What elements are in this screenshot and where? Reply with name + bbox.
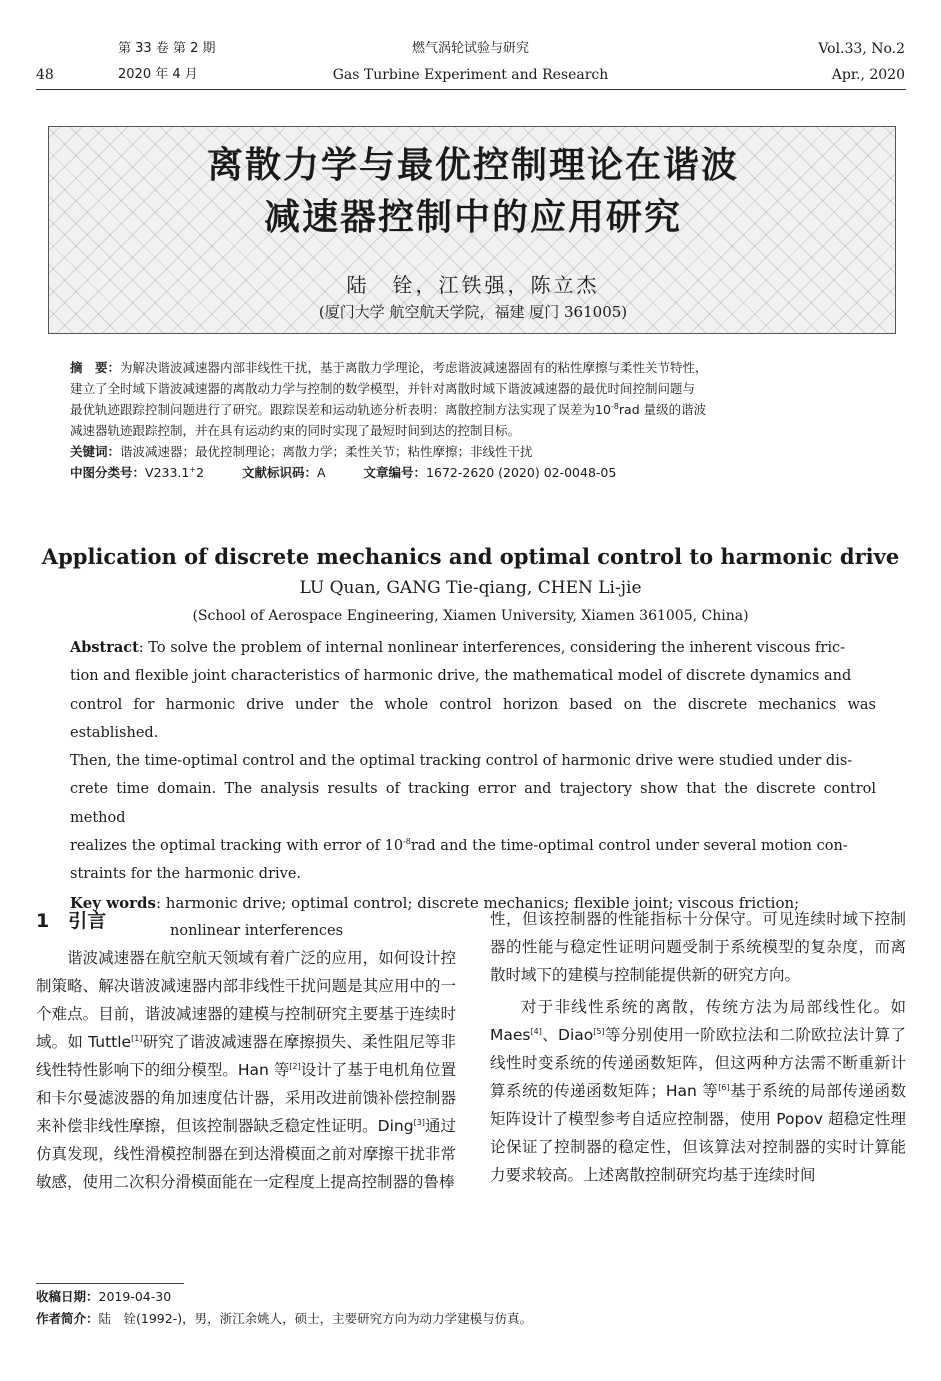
para1-text-1: 谐波减速器在航空航天领域有着广泛的应用，如何设计控制策略、解决谐波减速器内部非线性干扰问题是其应用中的一个难点。目前，谐波减速器的建模与控制研究主要基于连续时域。如 Tuttle <box>36 949 456 1051</box>
clc-label: 中图分类号： <box>70 465 146 480</box>
keywords-en-line-2: nonlinear interferences <box>170 922 344 939</box>
keywords-cn <box>70 441 890 462</box>
keywords-en-text-1: : harmonic drive; optimal control; discrete mechanics; flexible joint; viscous friction; <box>155 893 800 912</box>
footnote-author <box>36 1309 532 1329</box>
page-number: 48 <box>36 67 54 83</box>
doc-code-label: 文献标识码： <box>241 465 317 480</box>
abstract-cn-line-1 <box>70 357 890 378</box>
abstract-en-line-5: crete time domain. The analysis results of tracking error and trajectory show that the discrete control method <box>70 781 876 826</box>
left-column <box>36 944 456 1196</box>
abstract-en-text-1: : To solve the problem of internal nonlinear interferences, considering the inherent viscous fric- <box>138 640 845 656</box>
para1-text-3: 设计了基于电机角位置和卡尔曼滤波器的角加速度估计器，采用改进前馈补偿控制器来补偿非线性摩擦，但该控制器缺乏稳定性证明。Ding <box>36 1061 456 1135</box>
clc-code: V233.1 <box>145 465 190 480</box>
affiliation-cn: (厦门大学 航空航天学院，福建 厦门 361005) <box>318 303 628 321</box>
abstract-en-line-4: Then, the time-optimal control and the optimal tracking control of harmonic drive were studied under dis- <box>70 753 853 770</box>
abstract-en-line-1 <box>70 634 876 662</box>
citation-1: [1] <box>131 1033 143 1043</box>
article-no-label: 文章编号： <box>363 465 427 480</box>
para3-text-3: 等分别使用一阶欧拉法和二阶欧拉法计算了线性时变系统的传递函数矩阵，但这两种方法需不断重新计算系统的传递函数矩阵；Han 等 <box>490 1026 906 1100</box>
header-rule <box>36 89 906 90</box>
received-label: 收稿日期： <box>36 1289 99 1304</box>
abstract-en-label: Abstract <box>70 639 139 656</box>
abstract-en-line-3: control for harmonic drive under the whole control horizon based on the discrete mechanics was established. <box>70 696 876 741</box>
abstract-cn-line-3 <box>70 399 890 420</box>
section-heading: 1 引言 <box>36 910 107 932</box>
article-no: 1672-2620 (2020) 02-0048-05 <box>426 465 617 480</box>
clc-tail: 2 <box>196 465 205 480</box>
title-en: Application of discrete mechanics and optimal control to harmonic drive <box>41 544 900 569</box>
citation-4: [4] <box>530 1026 542 1036</box>
abstract-en-text-6b: rad and the time-optimal control under several motion con- <box>410 838 848 855</box>
authors-en: LU Quan, GANG Tie-qiang, CHEN Li-jie <box>299 578 642 598</box>
doc-code: A <box>317 465 326 480</box>
title-cn-line-1: 离散力学与最优控制理论在谐波 <box>206 145 739 186</box>
abstract-en-line-6 <box>70 832 876 860</box>
para1-text-4: 通过仿真发现，线性滑模控制器在到达滑模面之前对摩擦干扰非常敏感，使用二次积分滑模面能在一定程度上提高控制器的鲁棒 <box>36 1117 456 1191</box>
title-cn-line-2: 减速器控制中的应用研究 <box>263 197 682 238</box>
date-en: Apr., 2020 <box>831 67 905 83</box>
abstract-cn <box>70 357 890 483</box>
keywords-cn-text: 谐波减速器；最优控制理论；离散力学；柔性关节；粘性摩擦；非线性干扰 <box>120 444 533 459</box>
date-cn: 2020 年 4 月 <box>118 67 198 82</box>
abstract-cn-text-3b: rad 量级的谐波 <box>618 402 707 417</box>
classification-row <box>70 462 890 483</box>
exponent-en: -8 <box>403 837 411 847</box>
author-bio-label: 作者简介： <box>36 1311 99 1326</box>
volume-en: Vol.33, No.2 <box>818 41 905 57</box>
para1-text-2: 研究了谐波减速器在摩擦损失、柔性阻尼等非线性特性影响下的细分模型。Han 等 <box>36 1033 456 1079</box>
volume-cn: 第 33 卷 第 2 期 <box>118 41 216 56</box>
citation-6: [6] <box>718 1082 730 1092</box>
authors-cn: 陆 铨，江铁强，陈立杰 <box>346 273 600 297</box>
intro-paragraph-2: 性，但该控制器的性能指标十分保守。可见连续时域下控制器的性能与稳定性证明问题受制于系统模型的复杂度，而离散时域下的建模与控制能提供新的研究方向。 <box>490 910 906 984</box>
author-bio: 陆 铨(1992-)，男，浙江余姚人，硕士，主要研究方向为动力学建模与仿真。 <box>98 1311 533 1326</box>
abstract-cn-text-1: 为解决谐波减速器内部非线性干扰，基于离散力学理论，考虑谐波减速器固有的粘性摩擦与柔性关节特性， <box>120 360 708 375</box>
citation-3: [3] <box>413 1117 425 1127</box>
abstract-en <box>70 634 876 945</box>
para3-text-1: 对于非线性系统的离散，传统方法为局部线性化。如 Maes <box>490 998 906 1044</box>
title-box <box>48 126 896 334</box>
clc-sup: + <box>189 464 197 474</box>
abstract-en-line-2: tion and flexible joint characteristics of harmonic drive, the mathematical model of discrete dynamics and <box>70 668 852 685</box>
affiliation-en: (School of Aerospace Engineering, Xiamen University, Xiamen 361005, China) <box>192 608 749 624</box>
intro-paragraph-1 <box>36 944 456 1196</box>
abstract-cn-label: 摘 要： <box>70 360 121 375</box>
abstract-cn-text-3: 最优轨迹跟踪控制问题进行了研究。跟踪误差和运动轨迹分析表明：离散控制方法实现了误差为10 <box>70 402 611 417</box>
abstract-cn-line-2: 建立了全时域下谐波减速器的离散动力学与控制的数学模型，并针对离散时域下谐波减速器的最优时间控制问题与 <box>70 381 696 396</box>
right-column <box>490 905 906 1189</box>
para3-text-4: 基于系统的局部传递函数矩阵设计了模型参考自适应控制器，使用 Popov 超稳定性理论保证了控制器的稳定性，但该算法对控制器的实时计算能力要求较高。上述离散控制研究均基于连续时间 <box>490 1082 906 1184</box>
keywords-cn-label: 关键词： <box>70 444 121 459</box>
keywords-en-label: Key words <box>70 893 156 912</box>
para3-text-2: 、Diao <box>541 1026 594 1044</box>
footnote-received <box>36 1287 171 1307</box>
citation-2: [2] <box>289 1061 301 1071</box>
journal-name-cn: 燃气涡轮试验与研究 <box>411 41 529 56</box>
journal-name-en: Gas Turbine Experiment and Research <box>332 67 609 83</box>
received-date: 2019-04-30 <box>98 1289 172 1304</box>
citation-5: [5] <box>593 1026 605 1036</box>
abstract-en-line-7: straints for the harmonic drive. <box>70 866 302 883</box>
exponent: -8 <box>610 401 619 411</box>
intro-paragraph-3 <box>490 993 906 1189</box>
abstract-en-text-6: realizes the optimal tracking with error of 10 <box>70 838 404 855</box>
abstract-cn-line-4: 减速器轨迹跟踪控制，并在具有运动约束的同时实现了最短时间到达的控制目标。 <box>70 423 521 438</box>
footnote-rule <box>36 1283 184 1284</box>
